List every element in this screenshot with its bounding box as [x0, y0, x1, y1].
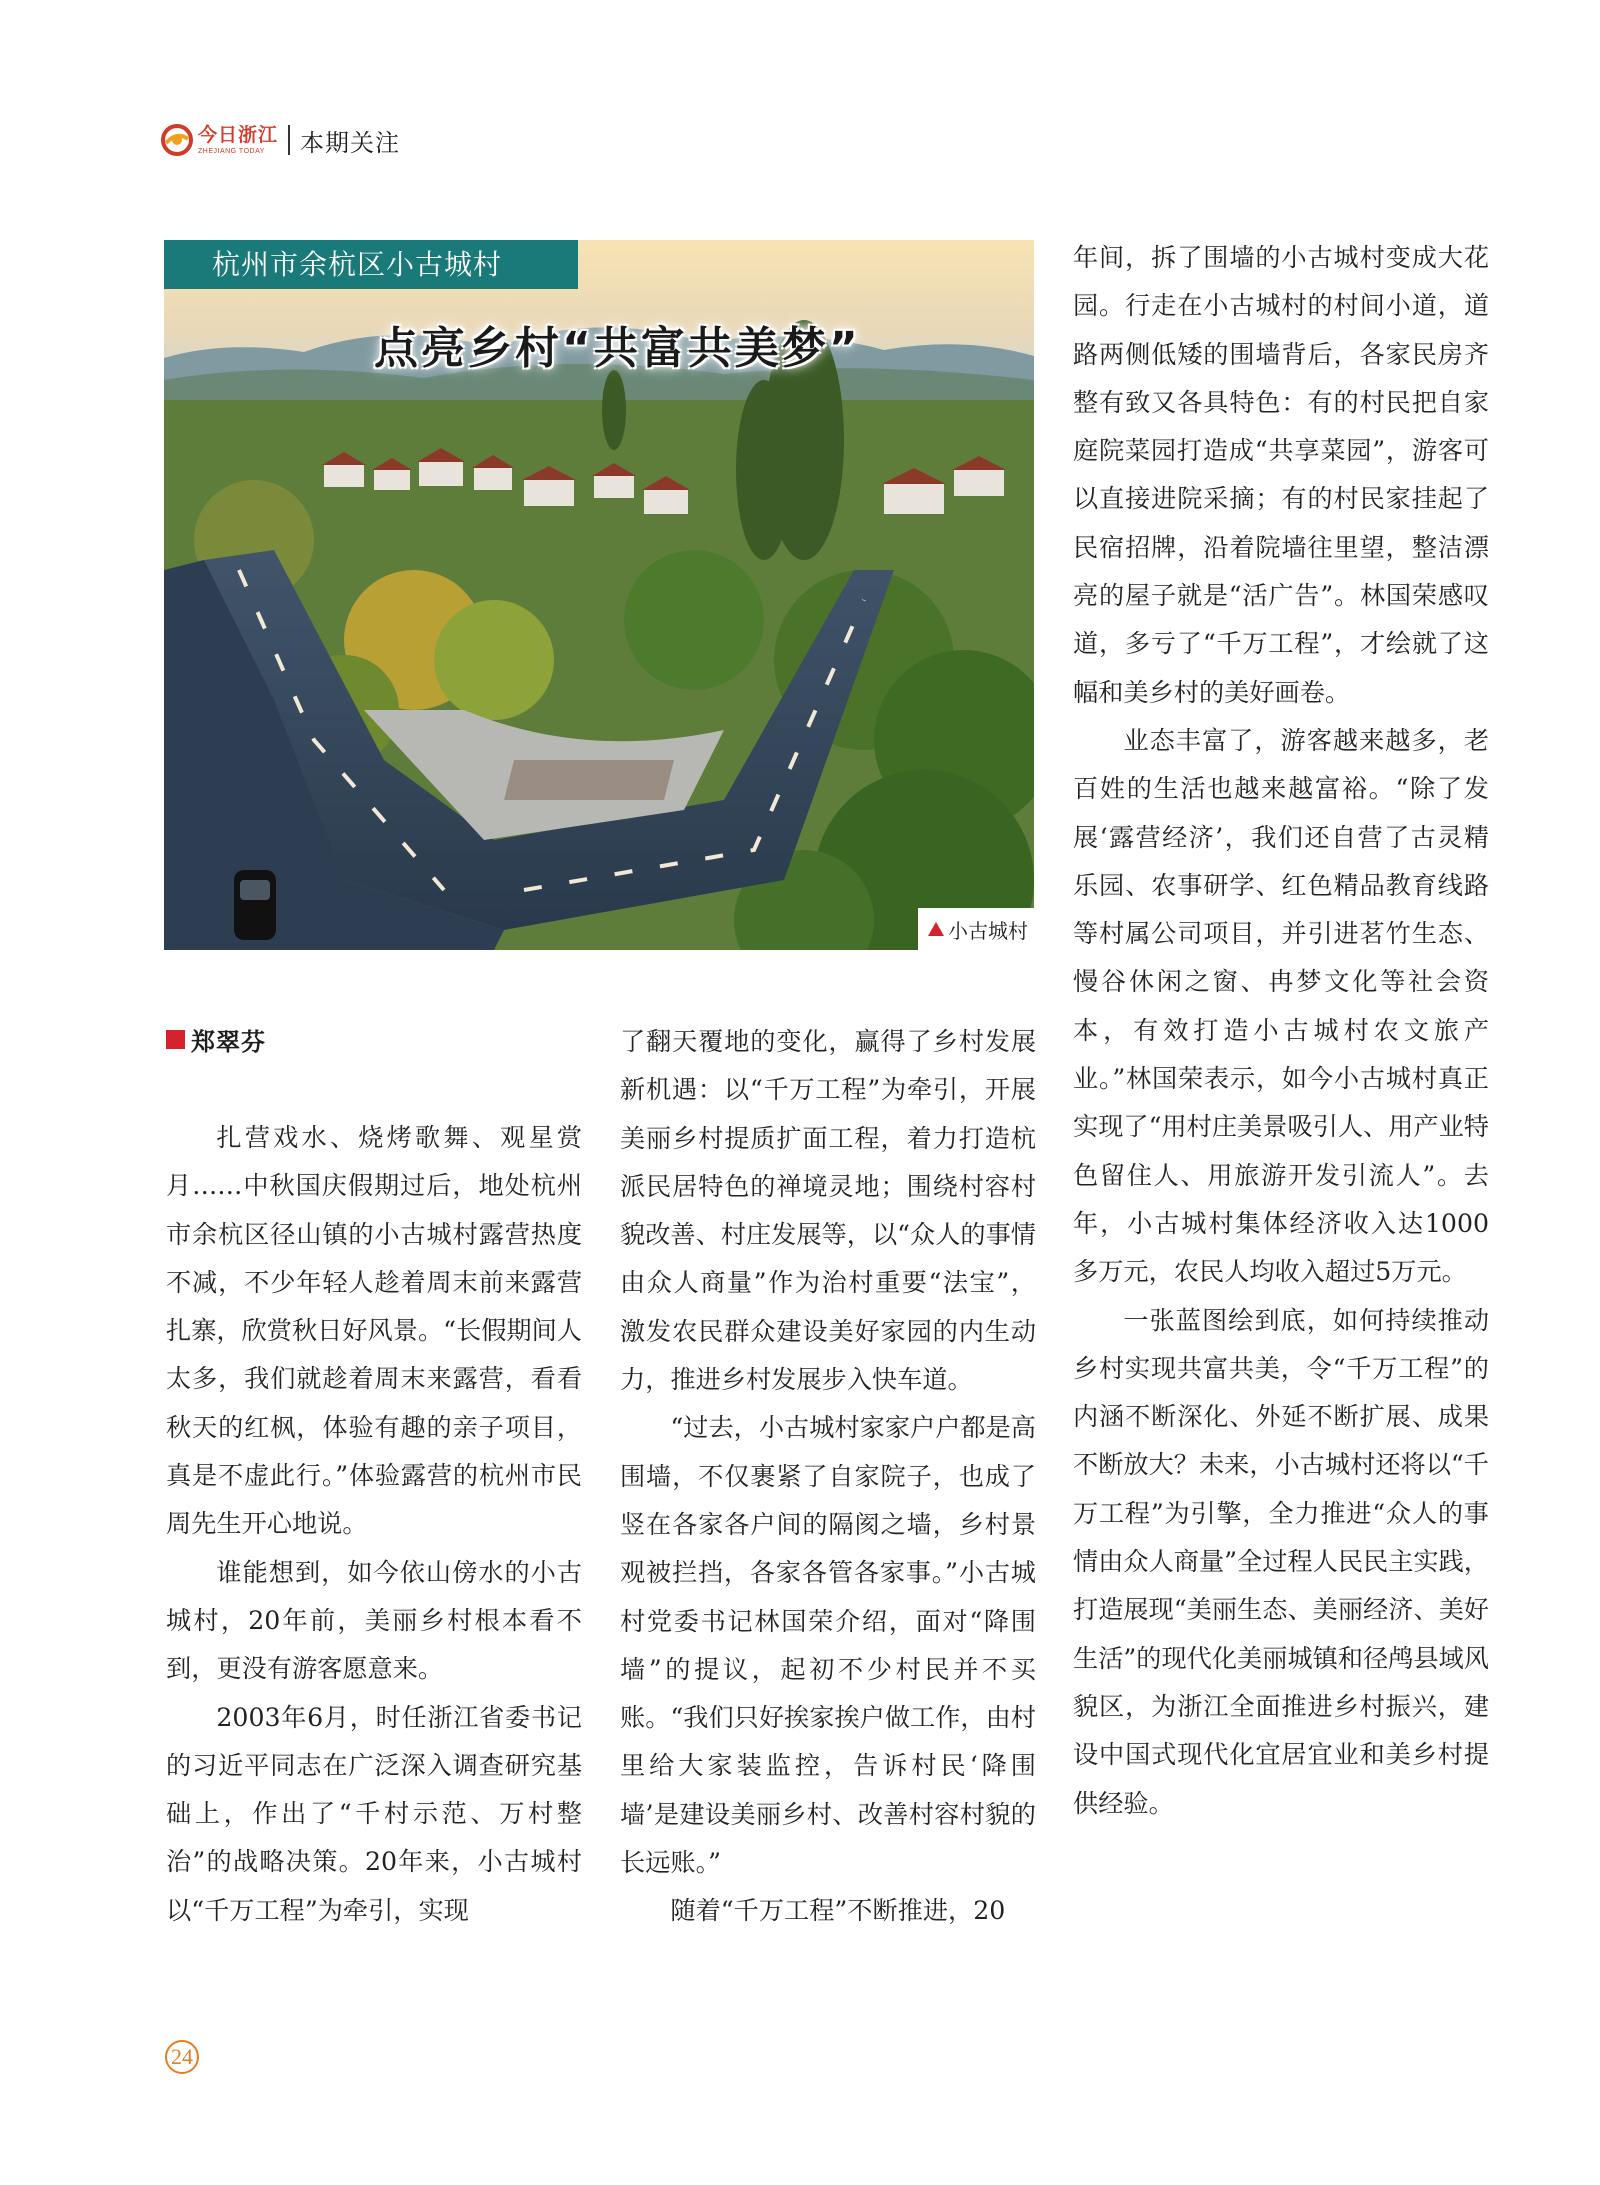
page-header — [160, 120, 400, 160]
paragraph: “过去，小古城村家家户户都是高围墙，不仅裹紧了自家院子，也成了竖在各家各户间的隔阂之墙，乡村景观被拦挡，各家各管各家事。”小古城村党委书记林国荣介绍，面对“降围墙”的提议，起初不少村民并不买账。“我们只好挨家挨户做工作，由村里给大家装监控，告诉村民‘降围墙’是建设美丽乡村、改善村容村貌的长远账。” — [620, 1413, 1036, 1878]
page-number: 24 — [165, 2040, 199, 2074]
photo-location-label: 杭州市余杭区小古城村 — [164, 240, 578, 289]
photo-caption — [918, 908, 1034, 950]
article-column-3 — [1073, 234, 1489, 1828]
paragraph: 业态丰富了，游客越来越多，老百姓的生活也越来越富裕。“除了发展‘露营经济’，我们还自营了古灵精乐园、农事研学、红色精品教育线路等村属公司项目，并引进茗竹生态、慢谷休闲之窗、冉梦文化等社会资本，有效打造小古城村农文旅产业。”林国荣表示，如今小古城村真正实现了“用村庄美景吸引人、用产业特色留住人、用旅游开发引流人”。去年，小古城村集体经济收入达1000多万元，农民人均收入超过5万元。 — [1073, 725, 1489, 1287]
paragraph: 随着“千万工程”不断推进，20 — [670, 1896, 1006, 1926]
paragraph: 了翻天覆地的变化，赢得了乡村发展新机遇：以“千万工程”为牵引，开展美丽乡村提质扩面工程，着力打造杭派民居特色的禅境灵地；围绕村容村貌改善、村庄发展等，以“众人的事情由众人商量”作为治村重要“法宝”，激发农民群众建设美好家园的内生动力，推进乡村发展步入快车道。 — [620, 1027, 1036, 1395]
paragraph: 年间，拆了围墙的小古城村变成大花园。行走在小古城村的村间小道，道路两侧低矮的围墙背后，各家民房齐整有致又各具特色：有的村民把自家庭院菜园打造成“共享菜园”，游客可以直接进院采摘；有的村民家挂起了民宿招牌，沿着院墙往里望，整洁漂亮的屋子就是“活广告”。林国荣感叹道，多亏了“千万工程”，才绘就了这幅和美乡村的美好画卷。 — [1073, 243, 1489, 707]
section-name: 本期关注 — [300, 128, 401, 157]
paragraph: 扎营戏水、烧烤歌舞、观星赏月……中秋国庆假期过后，地处杭州市余杭区径山镇的小古城村露营热度不减，不少年轻人趁着周末前来露营扎寨，欣赏秋日好风景。“长假期间人太多，我们就趁着周末来露营，看看秋天的红枫，体验有趣的亲子项目，真是不虚此行。”体验露营的杭州市民周先生开心地说。 — [166, 1123, 582, 1539]
paragraph: 2003年6月，时任浙江省委书记的习近平同志在广泛深入调查研究基础上，作出了“千村示范、万村整治”的战略决策。20年来，小古城村以“千万工程”为牵引，实现 — [166, 1702, 582, 1925]
article-column-1 — [166, 1114, 582, 1935]
article-column-2 — [620, 1018, 1036, 1936]
article-title: 点亮乡村“共富共美梦” — [374, 323, 861, 374]
logo-chinese-text: 今日浙江 — [198, 123, 279, 146]
author-byline — [166, 1022, 266, 1057]
caption-triangle-icon — [928, 922, 944, 936]
author-square-icon — [166, 1030, 185, 1049]
logo-english-text: ZHEJIANG TODAY — [198, 147, 265, 155]
magazine-logo — [160, 123, 278, 157]
header-divider — [288, 125, 290, 155]
paragraph: 谁能想到，如今依山傍水的小古城村，20年前，美丽乡村根本看不到，更没有游客愿意来。 — [166, 1557, 582, 1684]
logo-swirl-icon — [160, 123, 194, 157]
author-name: 郑翠芬 — [191, 1028, 266, 1056]
village-photo — [164, 240, 1034, 950]
paragraph: 一张蓝图绘到底，如何持续推动乡村实现共富共美，令“千万工程”的内涵不断深化、外延不断扩展、成果不断放大？未来，小古城村还将以“千万工程”为引擎，全力推进“众人的事情由众人商量”全过程人民民主实践，打造展现“美丽生态、美丽经济、美好生活”的现代化美丽城镇和径鸬县域风貌区，为浙江全面推进乡村振兴，建设中国式现代化宜居宜业和美乡村提供经验。 — [1073, 1305, 1489, 1818]
photo-caption-text: 小古城村 — [948, 918, 1028, 943]
